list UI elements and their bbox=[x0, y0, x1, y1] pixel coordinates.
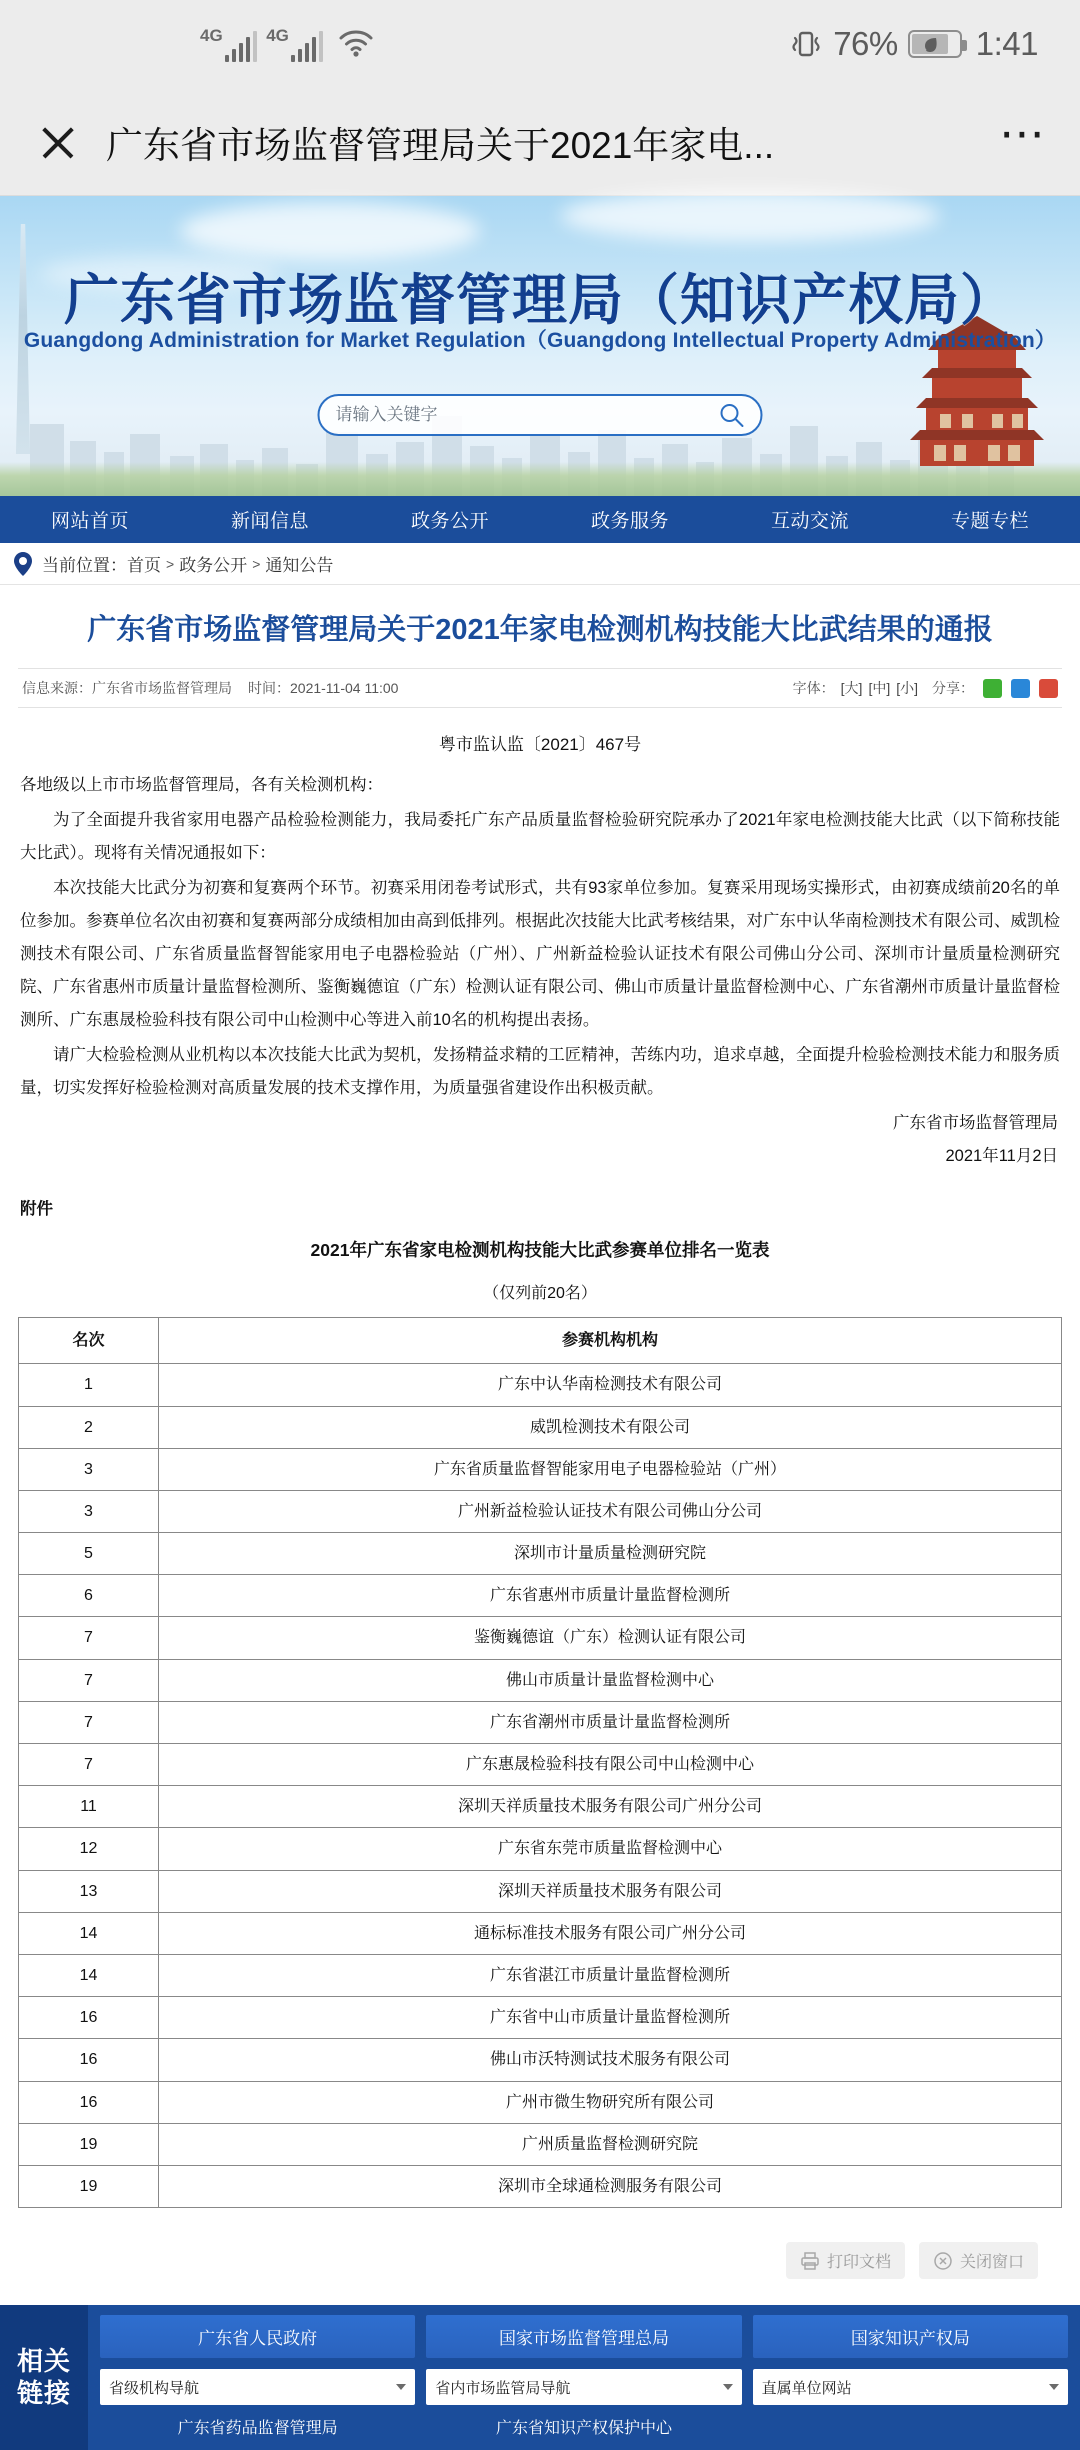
table-row bbox=[19, 1617, 1062, 1659]
banner-title: 广东省市场监督管理局（知识产权局） bbox=[63, 269, 1016, 331]
fontsize-small-button[interactable]: [小] bbox=[896, 680, 918, 697]
related-links-label bbox=[0, 2305, 88, 2450]
cell-rank: 5 bbox=[19, 1533, 159, 1575]
table-row bbox=[19, 1364, 1062, 1406]
select-provincial-agencies-value: 省级机构导航 bbox=[109, 2379, 200, 2397]
cell-organization: 广州新益检验认证技术有限公司佛山分公司 bbox=[159, 1490, 1062, 1532]
attachment-label: 附件 bbox=[20, 1200, 53, 1219]
location-pin-icon bbox=[12, 551, 34, 577]
main-navigation bbox=[0, 496, 1080, 543]
select-provincial-market-bureaus[interactable] bbox=[426, 2369, 741, 2405]
column-header-rank: 名次 bbox=[19, 1318, 159, 1364]
signal-indicator-2 bbox=[266, 27, 323, 62]
table-row bbox=[19, 2165, 1062, 2207]
table-row bbox=[19, 2081, 1062, 2123]
link-button-cnipa[interactable]: 国家知识产权局 bbox=[753, 2315, 1068, 2358]
cell-rank: 16 bbox=[19, 2039, 159, 2081]
article-actions bbox=[18, 2208, 1062, 2305]
cell-organization: 深圳市全球通检测服务有限公司 bbox=[159, 2165, 1062, 2207]
chevron-down-icon bbox=[396, 2384, 406, 2390]
link-placeholder bbox=[753, 2415, 1068, 2438]
share-label: 分享： bbox=[932, 680, 974, 697]
cell-rank: 1 bbox=[19, 1364, 159, 1406]
wechat-share-icon[interactable] bbox=[983, 679, 1002, 698]
link-button-samr[interactable]: 国家市场监督管理总局 bbox=[426, 2315, 741, 2358]
fontsize-large-button[interactable]: [大] bbox=[840, 680, 863, 697]
cell-rank: 7 bbox=[19, 1659, 159, 1701]
vibrate-icon bbox=[789, 27, 823, 61]
cell-rank: 19 bbox=[19, 2165, 159, 2207]
table-row bbox=[19, 1490, 1062, 1532]
chevron-down-icon bbox=[1049, 2384, 1059, 2390]
cell-rank: 7 bbox=[19, 1744, 159, 1786]
cell-rank: 12 bbox=[19, 1828, 159, 1870]
ranking-table-subtitle: （仅列前20名） bbox=[483, 1285, 597, 1303]
related-links-label-line2: 链接 bbox=[16, 2377, 71, 2408]
time-value: 2021-11-04 11:00 bbox=[290, 680, 399, 697]
source-value: 广东省市场监督管理局 bbox=[92, 680, 232, 697]
article-meta-row bbox=[18, 668, 1062, 708]
cell-organization: 广东省质量监督智能家用电子电器检验站（广州） bbox=[159, 1448, 1062, 1490]
related-links-text-links bbox=[100, 2415, 1068, 2438]
nav-item-topics[interactable]: 专题专栏 bbox=[950, 511, 1029, 532]
cell-rank: 7 bbox=[19, 1701, 159, 1743]
cell-rank: 13 bbox=[19, 1870, 159, 1912]
qzone-share-icon[interactable] bbox=[1011, 679, 1030, 698]
clock-label: 1:41 bbox=[975, 25, 1038, 62]
cell-organization: 通标标准技术服务有限公司广州分公司 bbox=[159, 1912, 1062, 1954]
cell-organization: 佛山市沃特测试技术服务有限公司 bbox=[159, 2039, 1062, 2081]
cell-rank: 3 bbox=[19, 1448, 159, 1490]
battery-percent-label: 76% bbox=[833, 25, 898, 62]
print-document-button[interactable] bbox=[786, 2242, 905, 2279]
cell-organization: 广东中认华南检测技术有限公司 bbox=[159, 1364, 1062, 1406]
column-header-organization: 参赛机构机构 bbox=[159, 1318, 1062, 1364]
cell-organization: 广东省中山市质量计量监督检测所 bbox=[159, 1997, 1062, 2039]
related-links-selects bbox=[100, 2369, 1068, 2405]
table-row bbox=[19, 1406, 1062, 1448]
fontsize-medium-button[interactable]: [中] bbox=[868, 680, 891, 697]
cell-organization: 深圳市计量质量检测研究院 bbox=[159, 1533, 1062, 1575]
table-row bbox=[19, 2123, 1062, 2165]
search-icon[interactable] bbox=[719, 402, 745, 428]
print-document-label: 打印文档 bbox=[826, 2254, 891, 2272]
cell-organization: 威凯检测技术有限公司 bbox=[159, 1406, 1062, 1448]
browser-title-bar bbox=[0, 88, 1080, 196]
close-window-button[interactable] bbox=[919, 2242, 1038, 2279]
article-signature: 广东省市场监督管理局 bbox=[893, 1114, 1058, 1133]
link-button-gd-government[interactable]: 广东省人民政府 bbox=[100, 2315, 415, 2358]
cell-rank: 19 bbox=[19, 2123, 159, 2165]
cell-rank: 7 bbox=[19, 1617, 159, 1659]
cloud-decoration bbox=[560, 190, 940, 242]
table-row bbox=[19, 1828, 1062, 1870]
close-icon[interactable] bbox=[32, 116, 84, 168]
link-gd-ip-protection-center[interactable]: 广东省知识产权保护中心 bbox=[495, 2420, 672, 2438]
close-window-label: 关闭窗口 bbox=[959, 2254, 1024, 2272]
cell-organization: 广东省潮州市质量计量监督检测所 bbox=[159, 1701, 1062, 1743]
breadcrumb-separator: > bbox=[166, 555, 175, 572]
breadcrumb-item-notice[interactable]: 通知公告 bbox=[265, 556, 334, 575]
search-input[interactable] bbox=[336, 405, 719, 425]
banner-subtitle: Guangdong Administration for Market Regulation（Guangdong Intellectual Property Administration） bbox=[23, 329, 1057, 352]
signal-indicator-1 bbox=[200, 27, 257, 62]
cell-organization: 广东省东莞市质量监督检测中心 bbox=[159, 1828, 1062, 1870]
cloud-decoration bbox=[180, 202, 480, 260]
select-direct-units-value: 直属单位网站 bbox=[761, 2379, 852, 2397]
page-title: 广东省市场监督管理局关于2021年家电... bbox=[106, 124, 775, 166]
related-links-buttons bbox=[100, 2315, 1068, 2358]
table-row bbox=[19, 2039, 1062, 2081]
ranking-table-body bbox=[19, 1364, 1062, 2208]
more-options-icon[interactable]: ⋯ bbox=[999, 106, 1048, 159]
nav-item-services[interactable]: 政务服务 bbox=[590, 511, 669, 532]
article-sign-date: 2021年11月2日 bbox=[945, 1147, 1058, 1166]
select-provincial-agencies[interactable] bbox=[100, 2369, 415, 2405]
site-search-box[interactable] bbox=[318, 394, 763, 436]
nav-item-affairs-open[interactable]: 政务公开 bbox=[410, 511, 489, 532]
table-row bbox=[19, 1659, 1062, 1701]
cell-organization: 广东省惠州市质量计量监督检测所 bbox=[159, 1575, 1062, 1617]
cell-organization: 广东省湛江市质量计量监督检测所 bbox=[159, 1954, 1062, 1996]
cell-rank: 2 bbox=[19, 1406, 159, 1448]
cell-rank: 14 bbox=[19, 1912, 159, 1954]
signal-bars-icon-1 bbox=[225, 32, 258, 62]
article-body bbox=[0, 585, 1080, 2305]
article-title: 广东省市场监督管理局关于2021年家电检测机构技能大比武结果的通报 bbox=[87, 614, 993, 646]
cell-organization: 深圳天祥质量技术服务有限公司 bbox=[159, 1870, 1062, 1912]
status-bar-left bbox=[200, 27, 374, 62]
table-row bbox=[19, 1912, 1062, 1954]
select-direct-units[interactable] bbox=[753, 2369, 1068, 2405]
article-meta-right bbox=[793, 678, 1058, 698]
breadcrumb-prefix: 当前位置： bbox=[42, 556, 127, 575]
source-label: 信息来源： bbox=[22, 680, 92, 697]
cell-organization: 佛山市质量计量监督检测中心 bbox=[159, 1659, 1062, 1701]
cell-rank: 3 bbox=[19, 1490, 159, 1532]
article-time bbox=[248, 678, 398, 698]
link-gd-drug-administration[interactable]: 广东省药品监督管理局 bbox=[177, 2420, 338, 2438]
cell-rank: 16 bbox=[19, 2081, 159, 2123]
time-label: 时间： bbox=[248, 680, 290, 697]
related-links-footer bbox=[0, 2305, 1080, 2450]
related-links-body bbox=[88, 2305, 1080, 2450]
table-row bbox=[19, 1575, 1062, 1617]
article-paragraph-1: 为了全面提升我省家用电器产品检验检测能力，我局委托广东产品质量监督检验研究院承办了2021年家电检测技能大比武（以下简称技能大比武）。现将有关情况通报如下： bbox=[20, 811, 1060, 863]
breadcrumb-separator: > bbox=[252, 555, 261, 572]
chevron-down-icon bbox=[723, 2384, 733, 2390]
cell-organization: 广州质量监督检测研究院 bbox=[159, 2123, 1062, 2165]
wifi-icon bbox=[338, 27, 374, 62]
nav-item-interaction[interactable]: 互动交流 bbox=[770, 511, 849, 532]
signal-bars-icon-2 bbox=[291, 32, 324, 62]
printer-icon bbox=[800, 2251, 820, 2271]
network-type-label-2: 4G bbox=[266, 25, 289, 45]
table-row bbox=[19, 1870, 1062, 1912]
article-paragraph-salutation: 各地级以上市市场监督管理局，各有关检测机构： bbox=[20, 776, 383, 795]
table-row bbox=[19, 1744, 1062, 1786]
article-meta-left bbox=[22, 678, 398, 698]
cell-rank: 6 bbox=[19, 1575, 159, 1617]
ranking-table-title: 2021年广东省家电检测机构技能大比武参赛单位排名一览表 bbox=[310, 1240, 770, 1261]
status-bar bbox=[0, 0, 1080, 88]
cell-organization: 广东惠晟检验科技有限公司中山检测中心 bbox=[159, 1744, 1062, 1786]
cell-organization: 鉴衡巍德谊（广东）检测认证有限公司 bbox=[159, 1617, 1062, 1659]
power-saving-leaf-icon bbox=[922, 36, 938, 52]
weibo-share-icon[interactable] bbox=[1039, 679, 1058, 698]
article-paragraph-3: 请广大检验检测从业机构以本次技能大比武为契机，发扬精益求精的工匠精神，苦练内功，追求卓越，全面提升检验检测技术能力和服务质量，切实发挥好检验检测对高质量发展的技术支撑作用，为质量强省建设作出积极贡献。 bbox=[20, 1046, 1060, 1098]
cell-rank: 11 bbox=[19, 1786, 159, 1828]
table-header-row bbox=[19, 1318, 1062, 1364]
close-circle-icon bbox=[933, 2251, 953, 2271]
table-row bbox=[19, 1786, 1062, 1828]
cell-organization: 深圳天祥质量技术服务有限公司广州分公司 bbox=[159, 1786, 1062, 1828]
cell-organization: 广州市微生物研究所有限公司 bbox=[159, 2081, 1062, 2123]
cell-rank: 16 bbox=[19, 1997, 159, 2039]
ranking-table bbox=[18, 1317, 1062, 2208]
table-row bbox=[19, 1954, 1062, 1996]
table-row bbox=[19, 1701, 1062, 1743]
select-provincial-market-bureaus-value: 省内市场监管局导航 bbox=[435, 2379, 571, 2397]
article-source bbox=[22, 678, 232, 698]
document-number: 粤市监认监〔2021〕467号 bbox=[438, 735, 642, 755]
breadcrumb bbox=[0, 543, 1080, 585]
network-type-label-1: 4G bbox=[200, 25, 223, 45]
related-links-label-line1: 相关 bbox=[16, 2346, 71, 2377]
battery-icon bbox=[908, 30, 962, 58]
article-paragraph-2: 本次技能大比武分为初赛和复赛两个环节。初赛采用闭卷考试形式，共有93家单位参加。复赛采用现场实操形式，由初赛成绩前20名的单位参加。参赛单位名次由初赛和复赛两部分成绩相加由高到低排列。根据此次技能大比武考核结果，对广东中认华南检测技术有限公司、威凯检测技术有限公司、广东省质量监督智能家用电子电器检验站（广州）、广州新益检验认证技术有限公司佛山分公司、深圳市计量质量检测研究院、广东省惠州市质量计量监督检测所、鉴衡巍德谊（广东）检测认证有限公司、佛山市质量计量监督检测中心、广东省潮州市质量计量监督检测所、广东惠晟检验科技有限公司中山检测中心等进入前10名的机构提出表扬。 bbox=[20, 879, 1060, 1030]
nav-item-home[interactable]: 网站首页 bbox=[50, 511, 129, 532]
breadcrumb-item-affairs-open[interactable]: 政务公开 bbox=[179, 556, 248, 575]
table-row bbox=[19, 1997, 1062, 2039]
breadcrumb-item-home[interactable]: 首页 bbox=[127, 556, 161, 575]
table-row bbox=[19, 1533, 1062, 1575]
nav-item-news[interactable]: 新闻信息 bbox=[230, 511, 309, 532]
site-banner bbox=[0, 196, 1080, 496]
table-row bbox=[19, 1448, 1062, 1490]
cell-rank: 14 bbox=[19, 1954, 159, 1996]
fontsize-label: 字体： bbox=[792, 680, 835, 697]
status-bar-right bbox=[789, 0, 1038, 88]
